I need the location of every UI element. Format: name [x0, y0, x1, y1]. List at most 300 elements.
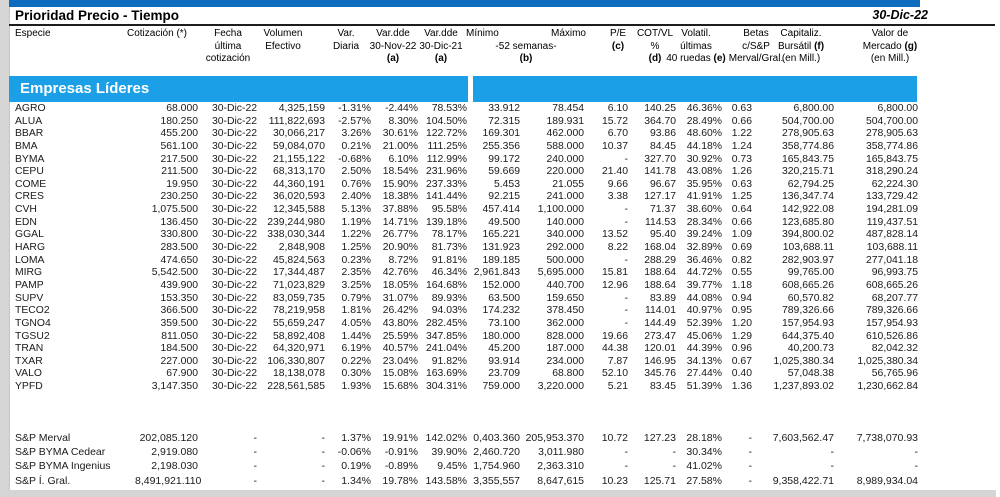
cell-maximo: 8,647,615	[537, 474, 584, 487]
cell-maximo: 378.450	[546, 305, 584, 317]
cell-valor: -	[914, 446, 918, 459]
cell-cotizacion: 19.950	[166, 178, 198, 190]
header-pe: P/E (c)	[609, 28, 627, 52]
cell-volatil: 36.46%	[686, 254, 722, 266]
cell-minimo: 49.500	[488, 216, 520, 228]
stock-row	[15, 305, 995, 318]
section-band-right	[473, 76, 917, 102]
cell-volatil: 44.08%	[686, 292, 722, 304]
cell-betas: 0.94	[731, 292, 752, 304]
cell-cotizacion: 136.450	[160, 216, 198, 228]
cell-var-diaria: 2.50%	[341, 166, 371, 178]
cell-maximo: 362.000	[546, 317, 584, 329]
cell-capitaliz: 394,800.02	[781, 229, 834, 241]
cell-maximo: 5,695.000	[537, 267, 584, 279]
cell-cotvl: 83.89	[649, 292, 676, 304]
cell-cotvl: 144.49	[644, 317, 676, 329]
cell-capitaliz: 608,665.26	[781, 279, 834, 291]
cell-especie: PAMP	[15, 279, 44, 291]
header-volumen: Volumen Efectivo	[263, 28, 303, 52]
cell-valor: 504,700.00	[865, 115, 918, 127]
cell-cotvl: 345.76	[644, 368, 676, 380]
cell-valor: 68,207.77	[871, 292, 918, 304]
cell-betas: 0.55	[731, 267, 752, 279]
cell-var-diaria: 0.76%	[341, 178, 371, 190]
cell-betas: 0.63	[731, 103, 752, 114]
cell-especie: HARG	[15, 242, 46, 254]
cell-var-nov: 8.72%	[388, 254, 418, 266]
stock-row	[15, 229, 995, 242]
cell-cotizacion: 474.650	[160, 254, 198, 266]
cell-cotizacion: 3,147.350	[151, 381, 198, 393]
cell-volatil: 34.13%	[686, 355, 722, 367]
cell-especie: YPFD	[15, 381, 43, 393]
cell-valor: 82,042.32	[871, 343, 918, 355]
cell-pe: 6.10	[607, 103, 628, 114]
cell-var-dic: 46.34%	[431, 267, 467, 279]
cell-pe: 19.66	[601, 330, 628, 342]
cell-fecha: 30-Dic-22	[211, 216, 257, 228]
cell-especie: CRES	[15, 191, 44, 203]
stock-row	[15, 267, 995, 280]
stock-row	[15, 331, 995, 344]
cell-valor: 318,290.24	[865, 166, 918, 178]
cell-maximo: 240.000	[546, 153, 584, 165]
stock-row	[15, 242, 995, 255]
cell-maximo: 828.000	[546, 330, 584, 342]
cell-betas: 1.29	[731, 330, 752, 342]
cell-fecha: 30-Dic-22	[211, 242, 257, 254]
cell-especie: BYMA	[15, 153, 45, 165]
cell-especie: MIRG	[15, 267, 43, 279]
cell-betas: 1.18	[731, 279, 752, 291]
cell-cotizacion: 330.800	[160, 229, 198, 241]
cell-maximo: 292.000	[546, 242, 584, 254]
cell-cotvl: 327.70	[644, 153, 676, 165]
cell-maximo: 588.000	[546, 140, 584, 152]
cell-betas: -	[748, 474, 752, 487]
cell-fecha: 30-Dic-22	[211, 381, 257, 393]
cell-fecha: -	[253, 446, 257, 459]
cell-betas: -	[748, 446, 752, 459]
cell-var-nov: 21.00%	[382, 140, 418, 152]
cell-especie: COME	[15, 178, 47, 190]
cell-capitaliz: 99,765.00	[787, 267, 834, 279]
cell-minimo: 93.914	[488, 355, 520, 367]
cell-var-nov: 19.91%	[382, 432, 418, 444]
cell-var-nov: 40.57%	[382, 343, 418, 355]
cell-var-diaria: 0.30%	[341, 368, 371, 380]
cell-especie: BBAR	[15, 128, 44, 140]
cell-var-dic: 142.02%	[425, 432, 467, 444]
cell-maximo: 500.000	[546, 254, 584, 266]
cell-capitaliz: 1,025,380.34	[773, 355, 834, 367]
cell-cotvl: 95.40	[649, 229, 676, 241]
cell-fecha: 30-Dic-22	[211, 103, 257, 114]
cell-minimo: 131.923	[482, 242, 520, 254]
cell-pe: 44.38	[601, 343, 628, 355]
stock-row	[15, 381, 995, 394]
cell-volumen: 78,219,958	[272, 305, 325, 317]
cell-especie: SUPV	[15, 292, 44, 304]
cell-capitaliz: 320,215.71	[781, 166, 834, 178]
cell-var-diaria: 0.21%	[341, 140, 371, 152]
header-var-dic: Var.dde 30-Dic-21 (a)	[419, 28, 463, 64]
cell-especie: CVH	[15, 204, 37, 216]
cell-var-nov: 15.90%	[382, 178, 418, 190]
cell-fecha: -	[253, 432, 257, 444]
stock-row	[15, 179, 995, 192]
top-blue-bar	[9, 0, 920, 7]
cell-fecha: 30-Dic-22	[211, 191, 257, 203]
cell-valor: 610,526.86	[865, 330, 918, 342]
cell-volumen: 45,824,563	[272, 254, 325, 266]
cell-pe: -	[624, 292, 628, 304]
cell-valor: 277,041.18	[865, 254, 918, 266]
stock-row	[15, 166, 995, 179]
cell-cotvl: 83.45	[649, 381, 676, 393]
cell-var-nov: 18.54%	[382, 166, 418, 178]
cell-valor: 487,828.14	[865, 229, 918, 241]
cell-volumen: 44,360,191	[272, 178, 325, 190]
cell-var-nov: 14.71%	[382, 216, 418, 228]
cell-pe: 8.22	[607, 242, 628, 254]
cell-volumen: 2,848,908	[278, 242, 325, 254]
cell-valor: 8,989,934.04	[856, 474, 918, 487]
cell-volatil: 28.49%	[686, 115, 722, 127]
cell-volumen: 18,138,078	[272, 368, 325, 380]
cell-volumen: 55,659,247	[272, 317, 325, 329]
cell-maximo: 205,953.370	[525, 432, 584, 444]
cell-fecha: 30-Dic-22	[211, 178, 257, 190]
cell-maximo: 3,011.980	[538, 446, 584, 459]
cell-capitaliz: 60,570.82	[787, 292, 834, 304]
cell-var-dic: 164.68%	[425, 279, 467, 291]
cell-pe: 15.72	[601, 115, 628, 127]
cell-var-dic: 78.53%	[431, 103, 467, 114]
index-row	[15, 445, 995, 459]
cell-minimo: 23.709	[488, 368, 520, 380]
cell-especie: BMA	[15, 140, 38, 152]
cell-valor: 278,905.63	[865, 128, 918, 140]
cell-var-dic: 95.58%	[431, 204, 467, 216]
cell-var-diaria: 2.35%	[341, 267, 371, 279]
cell-var-nov: 31.07%	[382, 292, 418, 304]
cell-especie: GGAL	[15, 229, 44, 241]
cell-volatil: 43.08%	[686, 166, 722, 178]
cell-minimo: 5.453	[493, 178, 520, 190]
cell-pe: 13.52	[601, 229, 628, 241]
header-betas: Betas c/S&P Merval/Gral.	[728, 28, 784, 64]
cell-pe: -	[624, 446, 628, 459]
cell-var-nov: 23.04%	[382, 355, 418, 367]
cell-volatil: 41.02%	[686, 460, 722, 473]
cell-var-nov: 6.10%	[388, 153, 418, 165]
header-minmax: Mínimo Máximo -52 semanas- (b)	[466, 28, 586, 64]
header-maximo: Máximo	[550, 28, 586, 39]
cell-var-diaria: -2.57%	[338, 115, 371, 127]
cell-minimo: 174.232	[482, 305, 520, 317]
cell-especie: CEPU	[15, 166, 44, 178]
bottom-margin-strip	[0, 490, 996, 497]
cell-var-diaria: -0.68%	[338, 153, 371, 165]
cell-especie: S&P Í. Gral.	[15, 474, 71, 487]
cell-volumen: 21,155,122	[272, 153, 325, 165]
cell-pe: 21.40	[601, 166, 628, 178]
cell-capitaliz: 142,922.08	[781, 204, 834, 216]
cell-pe: -	[624, 254, 628, 266]
cell-var-nov: 42.76%	[382, 267, 418, 279]
cell-capitaliz: 9,358,422.71	[772, 474, 834, 487]
cell-betas: 0.66	[731, 115, 752, 127]
cell-var-nov: 43.80%	[382, 317, 418, 329]
stock-row	[15, 280, 995, 293]
cell-minimo: 759.000	[482, 381, 520, 393]
cell-pe: 10.37	[601, 140, 628, 152]
cell-volatil: 44.72%	[686, 267, 722, 279]
cell-pe: -	[624, 305, 628, 317]
cell-minimo: 3,355,557	[473, 474, 520, 487]
cell-var-nov: 30.61%	[382, 128, 418, 140]
cell-cotvl: 125.71	[643, 474, 676, 487]
cell-especie: AGRO	[15, 103, 46, 114]
header-fecha: Fecha última cotización	[205, 28, 251, 64]
cell-var-dic: 111.25%	[427, 140, 467, 152]
cell-capitaliz: 1,237,893.02	[773, 381, 834, 393]
cell-var-diaria: 1.93%	[341, 381, 371, 393]
cell-var-nov: 8.30%	[388, 115, 418, 127]
cell-capitaliz: 57,048.38	[787, 368, 834, 380]
cell-cotizacion: 217.500	[160, 153, 198, 165]
stock-row	[15, 204, 995, 217]
cell-maximo: 462.000	[546, 128, 584, 140]
cell-minimo: 152.000	[482, 279, 520, 291]
cell-var-diaria: 0.23%	[341, 254, 371, 266]
cell-volumen: -	[321, 432, 325, 444]
cell-cotvl: 141.78	[644, 166, 676, 178]
header-minimo: Mínimo	[466, 28, 499, 39]
cell-especie: TXAR	[15, 355, 43, 367]
cell-var-dic: 78.17%	[431, 229, 467, 241]
cell-var-diaria: 1.37%	[341, 432, 371, 444]
cell-var-diaria: 0.79%	[341, 292, 371, 304]
cell-volumen: 64,320,971	[272, 343, 325, 355]
cell-minimo: 457.414	[482, 204, 520, 216]
cell-var-diaria: 1.34%	[341, 474, 371, 487]
cell-capitaliz: 789,326.66	[781, 305, 834, 317]
cell-cotvl: 146.95	[644, 355, 676, 367]
cell-var-diaria: 1.19%	[341, 216, 371, 228]
cell-pe: -	[624, 317, 628, 329]
cell-var-dic: 282.45%	[425, 317, 467, 329]
cell-cotizacion: 366.500	[160, 305, 198, 317]
cell-volumen: 106,330,807	[267, 355, 325, 367]
cell-betas: 0.64	[731, 204, 752, 216]
cell-valor: 133,729.42	[865, 191, 918, 203]
cell-cotvl: 120.01	[644, 343, 676, 355]
cell-fecha: 30-Dic-22	[211, 330, 257, 342]
cell-cotvl: 288.29	[644, 254, 676, 266]
cell-minimo: 63.500	[488, 292, 520, 304]
cell-cotizacion: 202,085.120	[139, 432, 198, 444]
cell-valor: 103,688.11	[866, 242, 918, 254]
cell-minimo: 45.200	[488, 343, 520, 355]
stock-row	[15, 116, 995, 129]
cell-fecha: -	[253, 460, 257, 473]
section-title: Empresas Líderes	[20, 80, 150, 97]
cell-maximo: 189.931	[546, 115, 584, 127]
cell-capitaliz: 278,905.63	[781, 128, 834, 140]
cell-minimo: 169.301	[482, 128, 520, 140]
cell-pe: 15.81	[601, 267, 628, 279]
cell-var-diaria: 1.44%	[341, 330, 371, 342]
cell-pe: 52.10	[601, 368, 628, 380]
cell-fecha: 30-Dic-22	[211, 204, 257, 216]
cell-volatil: 40.97%	[686, 305, 722, 317]
cell-maximo: 340.000	[546, 229, 584, 241]
section-band-left	[9, 76, 468, 102]
cell-cotizacion: 811.050	[161, 330, 198, 342]
cell-minimo: 59.669	[488, 166, 520, 178]
cell-var-nov: -0.89%	[384, 460, 418, 473]
page-title: Prioridad Precio - Tiempo	[15, 8, 180, 23]
cell-capitaliz: 358,774.86	[781, 140, 834, 152]
cell-capitaliz: 123,685.80	[781, 216, 834, 228]
cell-especie: LOMA	[15, 254, 45, 266]
cell-minimo: 189.185	[482, 254, 520, 266]
cell-volumen: 30,066,217	[272, 128, 325, 140]
stock-row	[15, 356, 995, 369]
cell-capitaliz: 40,200.73	[787, 343, 834, 355]
cell-var-nov: 15.08%	[382, 368, 418, 380]
cell-volumen: 71,023,829	[272, 279, 325, 291]
cell-var-nov: 26.77%	[382, 229, 418, 241]
stock-row	[15, 103, 995, 116]
header-var-diaria: Var. Diaria	[332, 28, 360, 52]
cell-fecha: 30-Dic-22	[211, 305, 257, 317]
cell-pe: -	[624, 204, 628, 216]
cell-minimo: 2,961.843	[473, 267, 520, 279]
cell-var-nov: 18.38%	[382, 191, 418, 203]
cell-volumen: 239,244,980	[267, 216, 325, 228]
cell-capitaliz: 157,954.93	[781, 317, 834, 329]
cell-betas: 0.69	[731, 242, 752, 254]
cell-cotvl: 127.17	[644, 191, 676, 203]
cell-cotizacion: 455.200	[160, 128, 198, 140]
cell-maximo: 21.055	[552, 178, 584, 190]
cell-var-dic: 163.69%	[425, 368, 467, 380]
cell-betas: -	[748, 460, 752, 473]
cell-var-dic: 237.33%	[425, 178, 467, 190]
cell-cotizacion: 180.250	[160, 115, 198, 127]
cell-capitaliz: 7,603,562.47	[772, 432, 834, 444]
cell-fecha: 30-Dic-22	[211, 254, 257, 266]
cell-volatil: 46.36%	[686, 103, 722, 114]
cell-cotizacion: 2,198.030	[151, 460, 198, 473]
cell-especie: S&P Merval	[15, 432, 71, 444]
cell-minimo: 33.912	[488, 103, 520, 114]
header-volatil: Volatil. últimas 40 ruedas (e)	[666, 28, 726, 64]
cell-pe: 3.38	[607, 191, 628, 203]
cell-var-dic: 9.45%	[437, 460, 467, 473]
cell-minimo: 0,403.360	[473, 432, 520, 444]
cell-minimo: 255.356	[482, 140, 520, 152]
cell-var-dic: 91.82%	[431, 355, 467, 367]
cell-minimo: 2,460.720	[473, 446, 520, 459]
cell-pe: 10.72	[601, 432, 628, 444]
cell-volumen: 338,030,344	[267, 229, 325, 241]
cell-cotvl: -	[672, 460, 676, 473]
cell-capitaliz: 62,794.25	[787, 178, 834, 190]
cell-pe: -	[624, 216, 628, 228]
cell-cotizacion: 184.500	[160, 343, 198, 355]
header-capitaliz: Capitaliz. Bursátil (f) (en Mill.)	[777, 28, 825, 64]
cell-betas: 0.63	[731, 178, 752, 190]
cell-capitaliz: 103,688.11	[782, 242, 834, 254]
cell-var-nov: 20.90%	[382, 242, 418, 254]
cell-var-diaria: 0.22%	[341, 355, 371, 367]
cell-valor: 6,800.00	[877, 103, 918, 114]
cell-var-dic: 141.44%	[425, 191, 467, 203]
cell-maximo: 220.000	[546, 166, 584, 178]
cell-minimo: 92.215	[488, 191, 520, 203]
cell-volatil: 41.91%	[686, 191, 722, 203]
cell-fecha: 30-Dic-22	[211, 343, 257, 355]
cell-var-nov: 18.05%	[382, 279, 418, 291]
cell-var-nov: 37.88%	[382, 204, 418, 216]
cell-cotizacion: 561.100	[160, 140, 198, 152]
index-table	[15, 431, 995, 488]
cell-betas: 0.95	[731, 305, 752, 317]
cell-cotvl: 71.37	[649, 204, 676, 216]
header-cotvl: COT/VL % (d)	[636, 28, 674, 64]
cell-volatil: 35.95%	[686, 178, 722, 190]
cell-volatil: 44.39%	[686, 343, 722, 355]
cell-var-dic: 347.85%	[425, 330, 467, 342]
cell-valor: 165,843.75	[865, 153, 918, 165]
cell-maximo: 187.000	[546, 343, 584, 355]
cell-maximo: 68.800	[552, 368, 584, 380]
cell-valor: 789,326.66	[865, 305, 918, 317]
cell-volumen: 36,020,593	[272, 191, 325, 203]
cell-var-dic: 104.50%	[425, 115, 467, 127]
cell-fecha: -	[253, 474, 257, 487]
cell-fecha: 30-Dic-22	[211, 229, 257, 241]
cell-cotizacion: 68.000	[166, 103, 198, 114]
stock-row	[15, 343, 995, 356]
cell-minimo: 1,754.960	[473, 460, 520, 473]
cell-var-diaria: -1.31%	[338, 103, 371, 114]
cell-valor: 608,665.26	[865, 279, 918, 291]
cell-pe: 7.87	[607, 355, 628, 367]
cell-volumen: 12,345,588	[272, 204, 325, 216]
cell-valor: 56,765.96	[871, 368, 918, 380]
cell-var-dic: 112.99%	[426, 153, 467, 165]
stock-row	[15, 217, 995, 230]
cell-var-dic: 231.96%	[425, 166, 467, 178]
cell-var-dic: 91.81%	[431, 254, 467, 266]
cell-capitaliz: -	[830, 446, 834, 459]
cell-cotvl: 114.01	[644, 305, 676, 317]
cell-fecha: 30-Dic-22	[211, 128, 257, 140]
cell-var-diaria: -0.06%	[337, 446, 371, 459]
cell-especie: VALO	[15, 368, 42, 380]
cell-capitaliz: 282,903.97	[781, 254, 834, 266]
cell-volumen: -	[321, 446, 325, 459]
cell-volumen: 111,822,693	[268, 115, 325, 127]
index-row	[15, 474, 995, 488]
cell-cotizacion: 227.000	[160, 355, 198, 367]
